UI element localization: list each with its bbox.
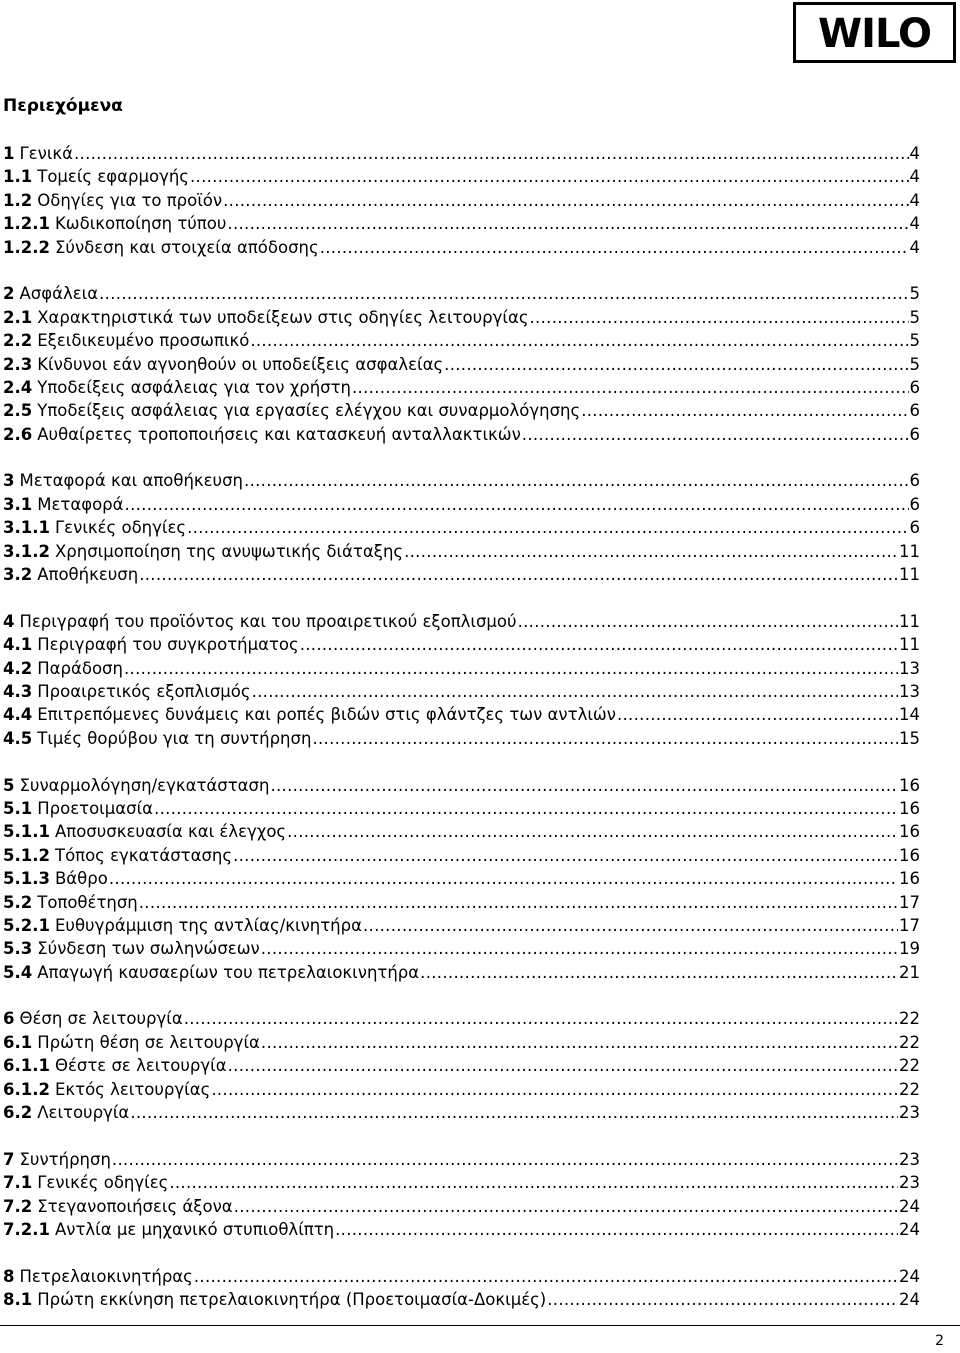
toc-entry[interactable]: [3, 680, 920, 703]
toc-entry-page: 11: [899, 541, 920, 561]
toc-entry-page: 22: [899, 1009, 920, 1029]
toc-entry-page: 4: [909, 190, 920, 210]
toc-entry-page: 24: [899, 1266, 920, 1286]
toc-entry-title: Γενικές οδηγίες: [37, 1173, 169, 1193]
toc-entry-page: 24: [899, 1196, 920, 1216]
toc-entry-number: 5.2: [3, 892, 33, 912]
toc-entry-title: Απαγωγή καυσαερίων του πετρελαιοκινητήρα: [37, 962, 420, 982]
toc-entry-number: 4.1: [3, 635, 33, 655]
toc-entry[interactable]: [3, 282, 920, 305]
toc-entry[interactable]: [3, 212, 920, 235]
toc-entry-title: Υποδείξεις ασφάλειας για τον χρήστη: [37, 377, 352, 397]
toc-entry-title: Λειτουργία: [37, 1103, 130, 1123]
toc-entry-page: 21: [899, 962, 920, 982]
toc-entry-page: 24: [899, 1219, 920, 1239]
toc-entry[interactable]: [3, 1265, 920, 1288]
toc-section-group: [3, 1265, 920, 1312]
toc-entry[interactable]: [3, 423, 920, 446]
toc-entry-page: 22: [899, 1032, 920, 1052]
toc-entry-page: 15: [899, 728, 920, 748]
toc-entry-title: Χρησιμοποίηση της ανυψωτικής διάταξης: [54, 541, 404, 561]
toc-entry[interactable]: [3, 774, 920, 797]
toc-entry[interactable]: [3, 516, 920, 539]
toc-entry[interactable]: [3, 703, 920, 726]
toc-entry[interactable]: [3, 1031, 920, 1054]
toc-entry-title: Πρώτη θέση σε λειτουργία: [37, 1032, 260, 1052]
toc-heading: Περιεχόμενα: [3, 96, 123, 116]
toc-entry-page: 17: [899, 892, 920, 912]
toc-entry-number: 4: [3, 611, 15, 631]
toc-entry-title: Πετρελαιοκινητήρας: [19, 1266, 193, 1286]
toc-section-group: [3, 282, 920, 446]
toc-entry-page: 4: [909, 144, 920, 163]
toc-entry-title: Θέστε σε λειτουργία: [54, 1056, 227, 1076]
toc-dot-leader: [112, 1148, 898, 1171]
toc-entry[interactable]: [3, 236, 920, 259]
toc-dot-leader: [518, 610, 898, 633]
toc-entry-number: 3: [3, 471, 15, 491]
toc-entry[interactable]: [3, 469, 920, 492]
toc-entry-title: Κίνδυνοι εάν αγνοηθούν οι υποδείξεις ασφαλείας: [37, 354, 444, 374]
toc-entry-page: 5: [909, 354, 920, 374]
toc-entry-number: 1.2.2: [3, 237, 50, 257]
toc-entry-number: 2.3: [3, 354, 33, 374]
toc-entry-title: Σύνδεση των σωληνώσεων: [37, 939, 260, 959]
toc-entry-number: 7.2.1: [3, 1219, 50, 1239]
toc-entry-title: Περιγραφή του συγκροτήματος: [37, 635, 299, 655]
toc-entry-title: Στεγανοποιήσεις άξονα: [37, 1196, 233, 1216]
toc-entry[interactable]: [3, 353, 920, 376]
toc-entry[interactable]: [3, 493, 920, 516]
toc-dot-leader: [233, 844, 898, 867]
toc-entry-title: Τοποθέτηση: [37, 892, 138, 912]
toc-entry-title: Εξειδικευμένο προσωπικό: [37, 331, 250, 351]
toc-dot-leader: [320, 236, 909, 259]
toc-entry-number: 3.1: [3, 494, 33, 514]
toc-entry-title: Αυθαίρετες τροποποιήσεις και κατασκευή ανταλλακτικών: [37, 424, 521, 444]
toc-dot-leader: [547, 1288, 898, 1311]
toc-entry-page: 11: [899, 565, 920, 585]
toc-entry-page: 16: [899, 869, 920, 889]
toc-entry-number: 4.3: [3, 681, 33, 701]
toc-dot-leader: [228, 1054, 898, 1077]
toc-section-group: [3, 774, 920, 985]
toc-entry-number: 1.2.1: [3, 214, 50, 234]
toc-entry[interactable]: [3, 867, 920, 890]
toc-dot-leader: [335, 1218, 898, 1241]
toc-entry[interactable]: [3, 1054, 920, 1077]
toc-entry[interactable]: [3, 189, 920, 212]
toc-entry-number: 7: [3, 1149, 15, 1169]
toc-dot-leader: [287, 820, 898, 843]
toc-dot-leader: [187, 516, 908, 539]
toc-entry-title: Οδηγίες για το προϊόν: [37, 190, 223, 210]
toc-entry-number: 3.2: [3, 565, 33, 585]
toc-entry-title: Εκτός λειτουργίας: [54, 1079, 211, 1099]
toc-entry-page: 6: [909, 424, 920, 444]
table-of-contents: [3, 142, 920, 1335]
toc-entry-page: 17: [899, 915, 920, 935]
toc-dot-leader: [522, 423, 909, 446]
toc-entry-page: 23: [899, 1149, 920, 1169]
toc-entry[interactable]: [3, 937, 920, 960]
toc-entry[interactable]: [3, 891, 920, 914]
toc-entry-number: 5.1.1: [3, 822, 50, 842]
toc-entry-title: Επιτρεπόμενες δυνάμεις και ροπές βιδών στις φλάντζες των αντλιών: [37, 705, 616, 725]
toc-entry[interactable]: [3, 1101, 920, 1124]
toc-entry[interactable]: [3, 165, 920, 188]
toc-dot-leader: [194, 1265, 898, 1288]
toc-entry[interactable]: [3, 1078, 920, 1101]
toc-entry-page: 23: [899, 1103, 920, 1123]
toc-dot-leader: [617, 703, 898, 726]
toc-entry-title: Μεταφορά και αποθήκευση: [19, 471, 244, 491]
toc-entry-number: 4.4: [3, 705, 33, 725]
toc-dot-leader: [99, 282, 908, 305]
toc-dot-leader: [109, 867, 898, 890]
toc-entry-number: 5.1.3: [3, 869, 50, 889]
toc-entry[interactable]: [3, 1148, 920, 1171]
toc-dot-leader: [420, 961, 898, 984]
toc-entry-number: 7.1: [3, 1173, 33, 1193]
toc-dot-leader: [261, 1031, 898, 1054]
toc-entry-number: 5.2.1: [3, 915, 50, 935]
toc-entry-page: 4: [909, 167, 920, 187]
toc-dot-leader: [244, 469, 908, 492]
toc-entry[interactable]: [3, 142, 920, 165]
toc-entry[interactable]: [3, 961, 920, 984]
toc-entry-number: 1.1: [3, 167, 33, 187]
toc-entry-title: Τιμές θορύβου για τη συντήρηση: [37, 728, 312, 748]
toc-entry-title: Μεταφορά: [37, 494, 124, 514]
toc-entry-page: 11: [899, 611, 920, 631]
toc-entry-number: 5.3: [3, 939, 33, 959]
toc-entry-number: 8: [3, 1266, 15, 1286]
toc-dot-leader: [404, 540, 898, 563]
toc-dot-leader: [125, 493, 909, 516]
toc-entry-title: Ευθυγράμμιση της αντλίας/κινητήρα: [54, 915, 362, 935]
toc-dot-leader: [363, 914, 898, 937]
toc-entry[interactable]: [3, 376, 920, 399]
toc-entry[interactable]: [3, 1288, 920, 1311]
toc-entry-page: 16: [899, 845, 920, 865]
toc-entry[interactable]: [3, 329, 920, 352]
toc-section-group: [3, 1148, 920, 1242]
toc-entry-number: 6.1: [3, 1032, 33, 1052]
toc-entry-title: Τομείς εφαρμογής: [37, 167, 189, 187]
toc-entry[interactable]: [3, 1007, 920, 1030]
toc-dot-leader: [252, 680, 898, 703]
toc-entry-title: Αποσυσκευασία και έλεγχος: [54, 822, 287, 842]
toc-entry-page: 6: [909, 518, 920, 538]
wilo-logo-text: WILO: [817, 11, 932, 57]
toc-entry-page: 24: [899, 1290, 920, 1310]
toc-entry-number: 8.1: [3, 1290, 33, 1310]
toc-entry-page: 6: [909, 471, 920, 491]
toc-entry-page: 16: [899, 822, 920, 842]
toc-entry-number: 1: [3, 144, 15, 163]
toc-dot-leader: [234, 1195, 898, 1218]
toc-entry-number: 4.2: [3, 658, 33, 678]
toc-entry-title: Προετοιμασία: [37, 798, 154, 818]
toc-entry-page: 14: [899, 705, 920, 725]
toc-entry-title: Παράδοση: [37, 658, 123, 678]
toc-dot-leader: [227, 212, 908, 235]
footer-divider: [0, 1325, 960, 1326]
toc-dot-leader: [211, 1078, 898, 1101]
toc-entry-number: 5.1.2: [3, 845, 50, 865]
toc-entry-number: 3.1.2: [3, 541, 50, 561]
toc-entry-number: 5: [3, 775, 15, 795]
toc-entry-title: Ασφάλεια: [19, 284, 99, 304]
toc-entry[interactable]: [3, 399, 920, 422]
toc-dot-leader: [169, 1171, 898, 1194]
toc-entry-title: Κωδικοποίηση τύπου: [54, 214, 227, 234]
toc-section-group: [3, 1007, 920, 1124]
toc-entry[interactable]: [3, 633, 920, 656]
toc-entry-title: Αποθήκευση: [37, 565, 139, 585]
toc-entry-title: Τόπος εγκατάστασης: [54, 845, 233, 865]
toc-entry-title: Συντήρηση: [19, 1149, 111, 1169]
toc-entry-title: Υποδείξεις ασφάλειας για εργασίες ελέγχου και συναρμολόγησης: [37, 401, 581, 421]
toc-entry-number: 2: [3, 284, 15, 304]
toc-entry-title: Πρώτη εκκίνηση πετρελαιοκινητήρα (Προετοιμασία-Δοκιμές): [37, 1290, 547, 1310]
toc-entry-number: 6.1.2: [3, 1079, 50, 1099]
toc-entry[interactable]: [3, 657, 920, 680]
toc-entry-page: 5: [909, 284, 920, 304]
toc-entry-page: 11: [899, 635, 920, 655]
toc-entry-page: 16: [899, 798, 920, 818]
toc-entry-title: Βάθρο: [54, 869, 108, 889]
footer-page-number: 2: [935, 1333, 944, 1349]
toc-entry-page: 4: [909, 237, 920, 257]
toc-entry-number: 2.2: [3, 331, 33, 351]
toc-entry[interactable]: [3, 1171, 920, 1194]
toc-entry-title: Χαρακτηριστικά των υποδείξεων στις οδηγίες λειτουργίας: [37, 307, 529, 327]
toc-entry-page: 6: [909, 377, 920, 397]
toc-entry[interactable]: [3, 1195, 920, 1218]
toc-entry[interactable]: [3, 306, 920, 329]
toc-entry-page: 23: [899, 1173, 920, 1193]
toc-dot-leader: [250, 329, 908, 352]
toc-entry-number: 2.6: [3, 424, 33, 444]
toc-dot-leader: [312, 727, 898, 750]
toc-dot-leader: [139, 891, 898, 914]
toc-entry-page: 6: [909, 401, 920, 421]
toc-dot-leader: [130, 1101, 898, 1124]
toc-dot-leader: [530, 306, 909, 329]
toc-entry-title: Θέση σε λειτουργία: [19, 1009, 183, 1029]
toc-entry-number: 6: [3, 1009, 15, 1029]
toc-entry-title: Σύνδεση και στοιχεία απόδοσης: [54, 237, 319, 257]
toc-entry[interactable]: [3, 844, 920, 867]
toc-entry-number: 2.4: [3, 377, 33, 397]
toc-entry-page: 5: [909, 307, 920, 327]
toc-dot-leader: [300, 633, 898, 656]
toc-entry-page: 22: [899, 1079, 920, 1099]
toc-entry[interactable]: [3, 820, 920, 843]
toc-dot-leader: [581, 399, 908, 422]
toc-entry-page: 13: [899, 658, 920, 678]
toc-dot-leader: [190, 165, 909, 188]
toc-entry-number: 4.5: [3, 728, 33, 748]
toc-entry-title: Συναρμολόγηση/εγκατάσταση: [19, 775, 270, 795]
toc-entry-title: Γενικές οδηγίες: [54, 518, 187, 538]
toc-entry-number: 5.4: [3, 962, 33, 982]
wilo-logo: [793, 2, 956, 63]
toc-entry-page: 19: [899, 939, 920, 959]
toc-section-group: [3, 469, 920, 586]
toc-entry-title: Γενικά: [19, 144, 73, 163]
toc-entry-number: 6.1.1: [3, 1056, 50, 1076]
toc-entry-page: 5: [909, 331, 920, 351]
toc-entry-number: 7.2: [3, 1196, 33, 1216]
toc-entry-number: 3.1.1: [3, 518, 50, 538]
toc-entry-page: 4: [909, 214, 920, 234]
toc-entry[interactable]: [3, 610, 920, 633]
toc-dot-leader: [184, 1007, 898, 1030]
toc-entry[interactable]: [3, 914, 920, 937]
toc-entry-page: 6: [909, 494, 920, 514]
toc-entry-page: 13: [899, 681, 920, 701]
toc-entry-number: 6.2: [3, 1103, 33, 1123]
toc-dot-leader: [270, 774, 898, 797]
toc-entry-number: 5.1: [3, 798, 33, 818]
toc-entry[interactable]: [3, 797, 920, 820]
toc-entry-title: Προαιρετικός εξοπλισμός: [37, 681, 251, 701]
toc-entry[interactable]: [3, 727, 920, 750]
toc-entry[interactable]: [3, 1218, 920, 1241]
toc-dot-leader: [444, 353, 908, 376]
toc-entry-number: 2.5: [3, 401, 33, 421]
toc-entry-title: Αντλία με μηχανικό στυπιοθλίπτη: [54, 1219, 335, 1239]
toc-dot-leader: [154, 797, 898, 820]
toc-entry-title: Περιγραφή του προϊόντος και του προαιρετικού εξοπλισμού: [19, 611, 517, 631]
toc-section-group: [3, 610, 920, 750]
toc-entry-page: 22: [899, 1056, 920, 1076]
toc-dot-leader: [223, 189, 908, 212]
toc-entry[interactable]: [3, 540, 920, 563]
toc-dot-leader: [124, 657, 898, 680]
toc-entry[interactable]: [3, 563, 920, 586]
toc-entry-page: 16: [899, 775, 920, 795]
toc-section-group: [3, 142, 920, 259]
toc-dot-leader: [74, 142, 909, 165]
toc-entry-number: 2.1: [3, 307, 33, 327]
toc-entry-number: 1.2: [3, 190, 33, 210]
toc-dot-leader: [261, 937, 898, 960]
toc-dot-leader: [352, 376, 908, 399]
toc-dot-leader: [139, 563, 898, 586]
